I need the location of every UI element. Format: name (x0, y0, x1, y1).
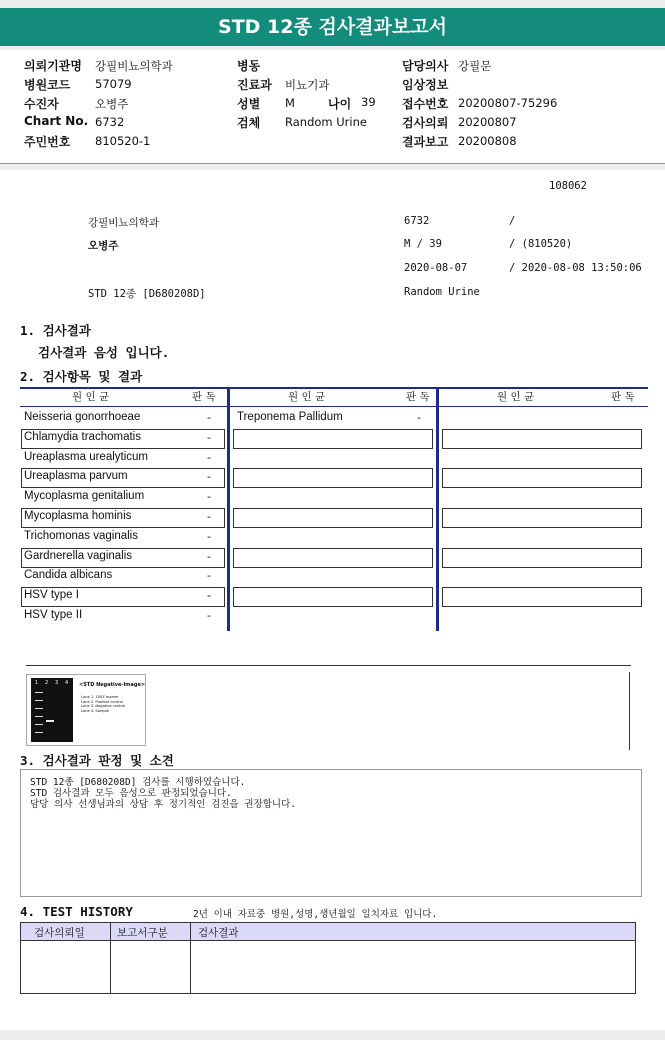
row-box (233, 508, 433, 528)
gel-title: <STD Negative-Image> (79, 682, 146, 688)
organism-name: Neisseria gonorrhoeae (24, 411, 141, 423)
opinion-box (20, 769, 642, 897)
doc-test-name: STD 12종 [D680208D] (88, 288, 206, 300)
row-box (233, 548, 433, 568)
header-label: 결과보고 (402, 135, 449, 149)
col3-header-organism: 원 인 균 (497, 391, 535, 403)
age-value: 39 (361, 95, 376, 109)
gel-legend-line: Lane 3. Negative control (81, 704, 126, 709)
doc-date-received: 2020-08-07 (404, 262, 468, 274)
column-divider (190, 923, 191, 993)
organism-result: - (207, 569, 211, 583)
header-value: Random Urine (285, 115, 367, 129)
row-box (442, 587, 642, 607)
organism-name: Mycoplasma genitalium (24, 490, 145, 503)
gel-legend (81, 695, 125, 713)
doc-clinic: 강필비뇨의학과 (88, 217, 160, 229)
organism-name: Gardnerella vaginalis (24, 549, 133, 562)
header-value: 20200807-75296 (458, 96, 558, 110)
gel-photo (31, 678, 73, 742)
header-label: 병원코드 (24, 78, 71, 92)
organism-name: Candida albicans (24, 569, 113, 582)
column-divider (227, 389, 230, 631)
organism-name: Treponema Pallidum (237, 411, 343, 423)
history-table (20, 922, 636, 994)
header-value: 20200808 (458, 134, 517, 148)
organism-result: - (207, 510, 211, 523)
col3-header (439, 389, 648, 407)
row-box (442, 468, 642, 488)
header-label: 주민번호 (24, 135, 71, 149)
organism-result: - (207, 490, 211, 504)
row-box (442, 508, 642, 528)
header-value: 6732 (95, 115, 125, 129)
age-label: 나이 (328, 97, 352, 111)
row-box (442, 548, 642, 568)
doc-patient: 오병주 (88, 240, 119, 252)
gel-band (46, 720, 54, 722)
organism-result: - (207, 589, 211, 603)
gel-band (35, 708, 43, 709)
organism-result: - (207, 529, 211, 543)
column-divider (436, 389, 439, 631)
organism-result: - (207, 549, 211, 563)
organism-result: - (207, 470, 211, 484)
gel-band (35, 716, 43, 717)
organism-name: HSV type II (24, 609, 83, 621)
header-label: 담당의사 (402, 59, 449, 73)
gel-band (35, 692, 43, 693)
row-box (233, 429, 433, 449)
header-value: 오병주 (95, 97, 129, 111)
header-label: 검체 (237, 116, 261, 130)
header-value: 강필문 (458, 59, 492, 73)
gel-band (35, 732, 43, 733)
gel-legend-line: Lane 4. Sample (81, 708, 109, 713)
header-value: 20200807 (458, 115, 517, 129)
opinion-line: 담당 의사 선생님과의 상담 후 정기적인 검진을 권장합니다. (30, 799, 297, 810)
col3-header-result: 판 독 (611, 391, 635, 403)
report-sheet (0, 170, 665, 1030)
gel-lane-label: 2 (45, 680, 49, 686)
header-label: 병동 (237, 59, 261, 73)
opinion-line: STD 12종 [D680208D] 검사를 시행하였습니다. (30, 777, 246, 788)
col2-header-organism: 원 인 균 (288, 391, 326, 403)
col1-header-organism: 원 인 균 (72, 391, 110, 403)
section3-title: 3. 검사결과 판정 및 소견 (20, 753, 174, 768)
history-col-date: 검사의뢰일 (34, 927, 85, 939)
header-value: 비뇨기과 (285, 78, 330, 92)
organism-name: Ureaplasma urealyticum (24, 450, 148, 463)
doc-birth: / (810520) (509, 238, 573, 250)
row-box (233, 468, 433, 488)
section2-title: 2. 검사항목 및 결과 (20, 369, 143, 384)
row-box (233, 587, 433, 607)
doc-specimen: Random Urine (404, 286, 480, 298)
gel-legend-line: Lane 1. 100Z marker (81, 695, 119, 699)
header-value: 강필비뇨의학과 (95, 59, 173, 73)
gel-lane-label: 4 (65, 680, 69, 686)
organism-name: Mycoplasma hominis (24, 510, 132, 522)
gel-band (35, 700, 43, 701)
col1-header (20, 389, 227, 407)
history-header-row (21, 923, 635, 941)
organism-result: - (417, 411, 421, 424)
organism-result: - (207, 609, 211, 622)
organism-name: Trichomonas vaginalis (24, 529, 138, 542)
organism-result: - (207, 411, 211, 424)
header-label: 검사의뢰 (402, 116, 449, 130)
section4-title: 4. TEST HISTORY (20, 904, 133, 919)
opinion-line: STD 검사결과 모두 음성으로 판정되었습니다. (30, 788, 232, 799)
gel-lane-label: 1 (35, 680, 39, 686)
gel-band (35, 724, 43, 725)
header-label: 성별 (237, 97, 261, 111)
report-title: STD 12종 검사결과보고서 (0, 8, 665, 46)
column-divider (110, 923, 111, 993)
history-col-result: 검사결과 (198, 927, 239, 939)
doc-sex-age: M / 39 (404, 238, 442, 250)
doc-chart: 6732 (404, 215, 430, 227)
organism-result: - (207, 430, 211, 444)
divider (26, 665, 631, 666)
col2-header-result: 판 독 (406, 391, 430, 403)
history-col-type: 보고서구분 (117, 927, 168, 939)
gel-legend-line: Lane 2. Positive control (81, 699, 123, 704)
header-label: 접수번호 (402, 97, 449, 111)
organism-name: Chlamydia trachomatis (24, 430, 141, 443)
opinion-text (30, 777, 296, 810)
header-value: 810520-1 (95, 134, 151, 148)
results-table (20, 387, 648, 629)
header-label: 수진자 (24, 97, 59, 111)
header-label: 진료과 (237, 78, 272, 92)
header-value: 57079 (95, 77, 132, 91)
organism-result: - (207, 450, 211, 464)
header-label: 의뢰기관명 (24, 59, 82, 73)
header-label: 임상정보 (402, 78, 449, 92)
col2-header (230, 389, 436, 407)
doc-slash: / (509, 215, 516, 227)
header-value: M (285, 96, 295, 110)
gel-image (26, 674, 146, 746)
header-label: Chart No. (24, 114, 89, 128)
col1-header-result: 판 독 (192, 391, 216, 403)
organism-name: Ureaplasma parvum (24, 470, 128, 483)
doc-date-reported: / 2020-08-08 13:50:06 (509, 262, 642, 274)
section1-title: 1. 검사결과 (20, 323, 91, 338)
history-note: 2년 이내 자료중 병원,성명,생년월일 일치자료 입니다. (193, 909, 438, 920)
section1-summary: 검사결과 음성 입니다. (38, 345, 170, 360)
gel-lane-label: 3 (55, 680, 59, 686)
report-code: 108062 (549, 180, 587, 192)
row-box (442, 429, 642, 449)
organism-name: HSV type I (24, 589, 79, 602)
divider (629, 672, 630, 750)
report-header (0, 50, 665, 164)
